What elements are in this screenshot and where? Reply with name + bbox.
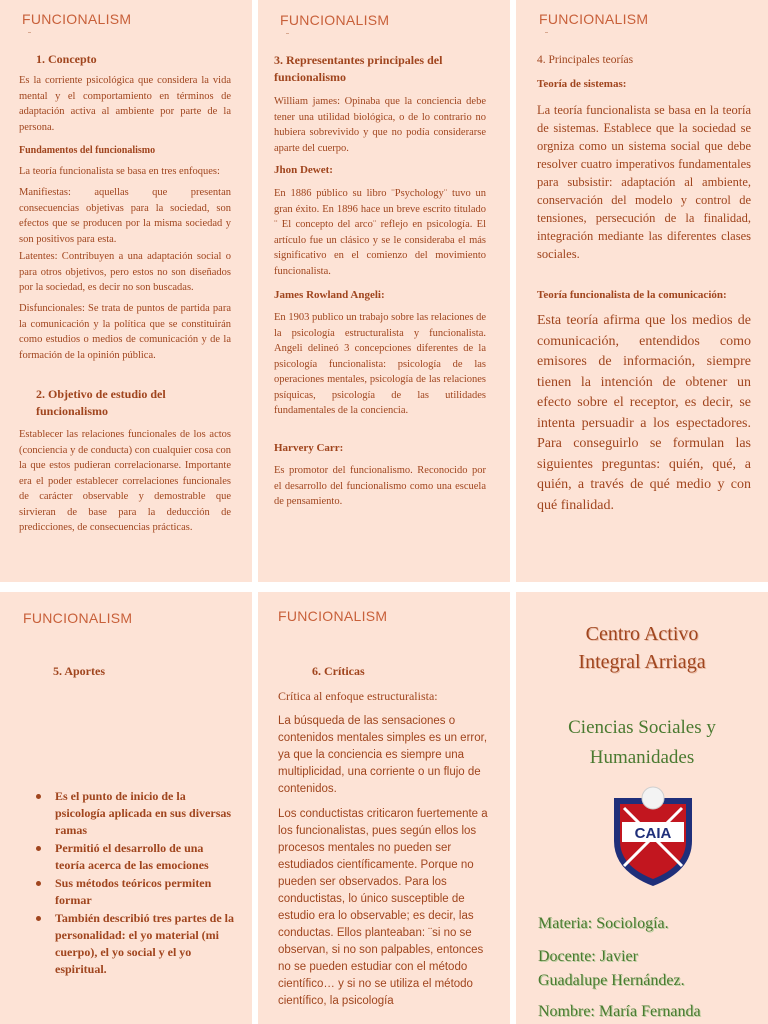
docente-line2: Guadalupe Hernández. xyxy=(538,972,685,989)
text-objetivo: Establecer las relaciones funcionales de los actos (conciencia y de conducta) con cualquier cosa con la que estos pudieran correlacionarse. Importante era el poder establecer correlaciones funcionales de carácter observable y demostrable que sirvieran de base para la deducción de predicciones, de consecuencias prácticas. xyxy=(19,429,231,533)
heading-fundamentos: Fundamentos del funcionalismo xyxy=(19,145,156,156)
brand-tick xyxy=(286,33,289,34)
docente-line1: Docente: Javier xyxy=(538,948,638,965)
bullet-icon xyxy=(36,916,41,921)
panel-teorias xyxy=(516,0,768,582)
heading-representantes: 3. Representantes principales del funcionalismo xyxy=(274,53,443,84)
text-manifiestas: Manifiestas: aquellas que presentan consecuencias objetivas para la sociedad, son efectos que se producen por la misma sociedad y son positivos para esta. xyxy=(19,187,231,245)
text-disfuncionales: Disfuncionales: Se trata de puntos de partida para la comunicación y la política que se constituirán como estudios o medios de comunicación y de la formación de la opinión pública. xyxy=(19,303,231,361)
text-fundamentos: La teoría funcionalista se basa en tres enfoques: xyxy=(19,166,220,177)
brand-title: FUNCIONALISM xyxy=(23,610,133,626)
nombre-label: Nombre: María Fernanda xyxy=(538,1003,701,1020)
panel-representantes xyxy=(258,0,510,582)
text-angell: En 1903 publico un trabajo sobre las relaciones de la psicología estructuralista y funcionalista. Angeli delineó 3 concepciones diferentes de la psicología funcionalista: psicología de las operaciones mentales, psicología de las relaciones psíquicas, psicología de las utilidades fundamentales de la conciencia. xyxy=(274,312,486,416)
heading-carr: Harvery Carr: xyxy=(274,442,344,454)
text-critica-intro: Crítica al enfoque estructuralista: xyxy=(278,689,438,703)
heading-teorias: 4. Principales teorías xyxy=(537,54,634,66)
heading-sistemas: Teoría de sistemas: xyxy=(537,78,627,90)
text-busqueda: La búsqueda de las sensaciones o contenidos mentales simples es un error, ya que la conciencia es siempre una multiplicidad, una corriente o un flujo de contenidos. xyxy=(278,715,488,795)
list-item: También describió tres partes de la personalidad: el yo material (mi cuerpo), el yo social y el yo espiritual. xyxy=(36,910,236,978)
brand-title: FUNCIONALISM xyxy=(22,11,132,27)
heading-concepto: 1. Concepto xyxy=(36,52,97,66)
text-william-james: William james: Opinaba que la conciencia debe tener una utilidad biológica, o de lo contrario no hubiera sobrevivido y que no podía considerarse aparte del cuerpo. xyxy=(274,96,486,154)
list-item: Es el punto de inicio de la psicología aplicada en sus diversas ramas xyxy=(36,788,236,839)
text-conductistas: Los conductistas criticaron fuertemente a los funcionalistas, pues según ellos los procesos mentales no pueden ser estudiados científicamente. Porque no pueden ser observados. Para los conductistas, lo único susceptible de estudio era lo observable; es decir, las conductas. Ellos planteaban: ¨si no se observan, si no son palpables, entonces no se pueden estudiar con el método científico… y si no se utiliza el método científico, la psicología xyxy=(278,808,488,1007)
materia-label: Materia: Sociología. xyxy=(538,915,669,932)
brand-title: FUNCIONALISM xyxy=(539,11,649,27)
brand-title: FUNCIONALISM xyxy=(278,608,388,624)
bullet-icon xyxy=(36,846,41,851)
aportes-list xyxy=(36,788,236,979)
school-name-line2: Integral Arriaga xyxy=(578,651,706,673)
heading-criticas: 6. Críticas xyxy=(312,664,365,678)
brand-tick xyxy=(28,32,31,33)
text-sistemas: La teoría funcionalista se basa en la teoría de sistemas. Establece que la sociedad se orgniza como un sistema social que debe resolver cuatro imperativos fundamentales para subsistir: adaptación al ambiente, conservación del modelo y control de tensiones, persecución de la finalidad, integración mediante las diferentes clases sociales. xyxy=(537,103,751,261)
heading-comunicacion: Teoría funcionalista de la comunicación: xyxy=(537,289,727,301)
school-shield-logo xyxy=(608,786,698,888)
panel-concepto xyxy=(0,0,252,582)
heading-angell: James Rowland Angeli: xyxy=(274,289,385,301)
list-item: Sus métodos teóricos permiten formar xyxy=(36,875,236,909)
text-comunicacion: Esta teoría afirma que los medios de comunicación, entendidos como emisores de información, siempre tienen la intención de obtener un efecto sobre el receptor, es decir, se intenta persuadir a los espectadores. Para conseguirlo se formulan las siguientes preguntas: quién, qué, a quién, a través de qué medio y con qué finalidad. xyxy=(537,313,751,513)
heading-aportes: 5. Aportes xyxy=(53,664,105,678)
bullet-icon xyxy=(36,881,41,886)
brand-title: FUNCIONALISM xyxy=(280,12,390,28)
heading-dewey: Jhon Dewet: xyxy=(274,164,333,176)
text-concepto: Es la corriente psicológica que considera la vida mental y el comportamiento en términos de adaptación activa al ambiente por parte de la persona. xyxy=(19,75,231,133)
list-item: Permitió el desarrollo de una teoría acerca de las emociones xyxy=(36,840,236,874)
panel-portada xyxy=(516,592,768,1024)
bullet-icon xyxy=(36,794,41,799)
logo-text: CAIA xyxy=(634,825,672,842)
subject-line1: Ciencias Sociales y xyxy=(568,717,716,738)
text-latentes: Latentes: Contribuyen a una adaptación social o para otros objetivos, pero estos no son diseñados por la sociedad, es decir no son buscadas. xyxy=(19,251,231,293)
brand-tick xyxy=(545,32,548,33)
school-name-line1: Centro Activo xyxy=(585,623,699,645)
heading-objetivo: 2. Objetivo de estudio del funcionalismo xyxy=(36,387,166,418)
panel-criticas xyxy=(258,592,510,1024)
subject-line2: Humanidades xyxy=(589,747,695,768)
text-dewey: En 1886 público su libro ¨Psychology¨ tuvo un gran éxito. En 1896 hace un breve escrito titulado ¨ El concepto del arco¨ reflejo en psicología. El artículo fue un clásico y se le consideraba el más significativo en el comienzo del movimiento funcionalista. xyxy=(274,188,486,277)
panel-aportes xyxy=(0,592,252,1024)
text-carr: Es promotor del funcionalismo. Reconocido por el desarrollo del funcionalismo como una escuela de pensamiento. xyxy=(274,465,486,507)
